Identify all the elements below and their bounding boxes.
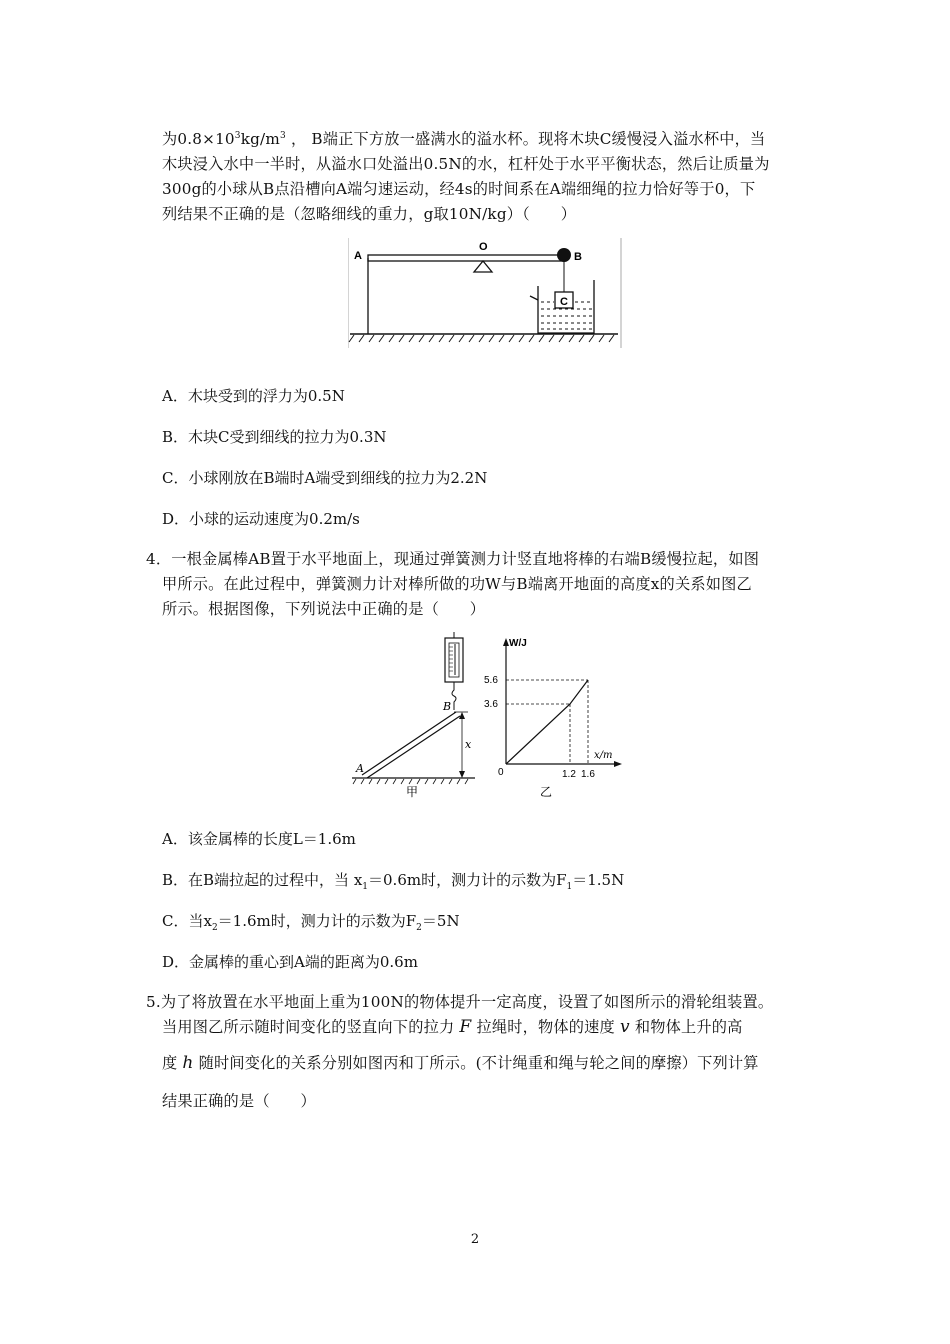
q4-option-c: C．当$x_2=1.6m$时，测力计的示数为$F_2=5N$ (162, 912, 460, 933)
label-c: C (560, 296, 568, 308)
q4-line-1: 4．一根金属棒AB置于水平地面上，现通过弹簧测力计竖直地将棒的右端B缓慢拉起，如图 (146, 550, 760, 568)
jia-caption: 甲 (406, 785, 419, 799)
yi-ylabel: W/J (509, 638, 527, 649)
page-number: 2 (470, 1232, 480, 1247)
q3-option-a: A．木块受到的浮力为0.5N (162, 387, 345, 405)
q3-option-c: C．小球刚放在B端时A端受到细线的拉力为2.2N (162, 469, 488, 487)
symbol-f: F (459, 1017, 472, 1037)
fig-jia (350, 630, 480, 800)
jia-label-x: x (465, 738, 472, 751)
q4-option-d: D．金属棒的重心到A端的距离为0.6m (162, 953, 418, 971)
q4-line-3: 所示。根据图像，下列说法中正确的是（ ） (162, 600, 486, 618)
q5-line-2: 当用图乙所示随时间变化的竖直向下的拉力 F 拉绳时，物体的速度 v 和物体上升的高 (162, 1017, 743, 1037)
symbol-v: v (619, 1017, 630, 1037)
lever-figure (348, 238, 624, 350)
yi-tick-x1: 1.2 (562, 769, 576, 780)
yi-tick-y2: 5.6 (484, 675, 498, 686)
q5-line-4: 结果正确的是（ ） (162, 1092, 316, 1110)
jia-label-b: B (443, 700, 452, 713)
q3-line-2: 木块浸入水中一半时，从溢水口处溢出0.5N的水，杠杆处于水平平衡状态，然后让质量为 (162, 155, 770, 173)
q3-option-b: B．木块C受到细线的拉力为0.3N (162, 428, 387, 446)
q3-line-3: 300g的小球从B点沿槽向A端匀速运动，经4s的时间系在A端细绳的拉力恰好等于0，下 (162, 180, 756, 198)
label-o: O (479, 241, 488, 253)
yi-tick-x2: 1.6 (581, 769, 595, 780)
yi-tick-y1: 3.6 (484, 699, 498, 710)
yi-caption: 乙 (540, 785, 553, 799)
q4-line-2: 甲所示。在此过程中，弹簧测力计对棒所做的功W与B端离开地面的高度x的关系如图乙 (162, 575, 752, 593)
yi-xlabel: x/m (594, 750, 613, 761)
q4-option-b: B．在B端拉起的过程中，当 $x_1=0.6m$时，测力计的示数为$F_1=1.5N$ (162, 871, 625, 892)
q3-line-4: 列结果不正确的是（忽略细线的重力，g取10N/kg）（ ） (162, 205, 577, 223)
label-a: A (354, 250, 362, 262)
label-b: B (574, 251, 582, 263)
q3-line-1: 为$0.8\times 10^3kg/m^3$ ， B端正下方放一盛满水的溢水杯。现将木块C缓慢浸入溢水杯中，当 (162, 130, 766, 148)
symbol-h: h (182, 1053, 194, 1073)
q5-line-1: 5.为了将放置在水平地面上重为100N的物体提升一定高度，设置了如图所示的滑轮组装置。 (146, 993, 774, 1011)
q5-line-3: 度 h 随时间变化的关系分别如图丙和丁所示。(不计绳重和绳与轮之间的摩擦）下列计算 (162, 1053, 759, 1073)
q4-option-a: A．该金属棒的长度L＝1.6m (162, 830, 356, 848)
q3-option-d: D．小球的运动速度为0.2m/s (162, 510, 360, 528)
fig-yi-chart (484, 634, 624, 800)
jia-label-a: A (356, 762, 364, 775)
yi-origin: 0 (498, 767, 504, 778)
